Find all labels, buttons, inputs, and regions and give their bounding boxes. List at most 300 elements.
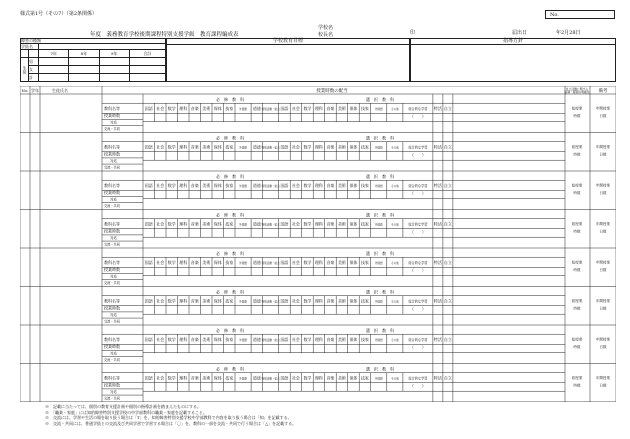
col-hours-header: 授業時数の配当 xyxy=(316,89,348,94)
group-elective-label: 選 択 教 科 xyxy=(366,173,394,179)
subject-label: 外国語 xyxy=(239,146,247,150)
total-hours-label: 総授業 xyxy=(571,375,583,380)
subject-label: 国語 xyxy=(144,260,153,266)
principal-name-label: 校長名 xyxy=(318,32,334,38)
total-hours-label: 総授業 xyxy=(571,221,583,226)
subject-label: その他 xyxy=(390,146,399,150)
subject-label: 技家 xyxy=(225,144,234,150)
subject-label: 保体 xyxy=(349,183,358,189)
trailing-label: 特活 xyxy=(433,260,442,266)
subject-label: 特別活動・総合 xyxy=(261,223,280,227)
subject-label: 理科 xyxy=(314,375,323,381)
group-elective-label: 選 択 教 科 xyxy=(366,289,394,295)
trailing-label: 特活 xyxy=(433,298,442,304)
total-hours-label-2: 時数 xyxy=(573,383,581,388)
subject-label: 技家 xyxy=(360,183,369,189)
row-label-subjects: 教科名等 xyxy=(104,375,120,381)
subject-label: 数学 xyxy=(303,337,312,343)
row-label-subjects: 教科名等 xyxy=(104,298,120,304)
trailing-label: 総合的な学習 xyxy=(408,338,428,343)
total-hours-label-2: 時数 xyxy=(573,345,581,350)
subject-label: 音楽 xyxy=(190,337,199,343)
subject-label: 理科 xyxy=(314,183,323,189)
total-hours-label: 総授業 xyxy=(571,260,583,265)
subject-label: 技家 xyxy=(360,260,369,266)
subject-label: 理科 xyxy=(314,298,323,304)
subject-label: その他 xyxy=(390,108,399,112)
subject-label: 美術 xyxy=(337,183,346,189)
row-label-exchange: 交流・共同 xyxy=(104,165,120,170)
annual-days-label-2: 日数 xyxy=(599,306,607,311)
trailing-label: 自立 xyxy=(443,298,452,304)
subject-label: 道徳 xyxy=(252,106,261,112)
subject-label: 外国語 xyxy=(239,223,247,227)
number-box[interactable] xyxy=(545,10,615,19)
total-hours-label: 総授業 xyxy=(571,106,583,111)
group-required-label: 必 修 教 科 xyxy=(216,135,244,141)
subject-label: 理科 xyxy=(314,260,323,266)
group-required-label: 必 修 教 科 xyxy=(216,96,244,102)
subject-label: 社会 xyxy=(156,375,165,381)
subject-label: 特別活動・総合 xyxy=(261,185,280,189)
total-hours-label-2: 時数 xyxy=(573,306,581,311)
subject-label: 保体 xyxy=(349,375,358,381)
subject-label: 社会 xyxy=(291,298,300,304)
trailing-label: 特活 xyxy=(433,183,442,189)
annual-days-label-2: 日数 xyxy=(599,268,607,273)
trailing-label: 自立 xyxy=(443,183,452,189)
curriculum-table xyxy=(20,86,616,402)
row-label-exchange: 交流・共同 xyxy=(104,358,120,363)
subject-label: 特別活動・総合 xyxy=(261,339,280,343)
trailing-label: 自立 xyxy=(443,106,452,112)
subject-label: 技家 xyxy=(360,298,369,304)
annual-days-label: 年間授業 xyxy=(596,375,610,380)
row-label-hours: 授業時数 xyxy=(104,190,120,196)
female-label: 女 xyxy=(29,66,39,74)
trailing-label: 総合的な学習 xyxy=(408,261,428,266)
trailing-label: 特活 xyxy=(433,337,442,343)
group-elective-label: 選 択 教 科 xyxy=(366,366,394,372)
note-2: ※ 「職業・家庭」には知的障害特別支援学校の中学部教科の職業・家庭を記載すること。 xyxy=(45,409,207,415)
subject-label: 外国語 xyxy=(374,185,383,189)
subject-label: その他 xyxy=(390,377,399,381)
subject-label: 外国語 xyxy=(374,339,383,343)
annual-days-label-2: 日数 xyxy=(599,114,607,119)
subject-label: 音楽 xyxy=(190,221,199,227)
subject-label: その他 xyxy=(390,262,399,266)
row-label-hours: 授業時数 xyxy=(104,113,120,119)
subject-label: 理科 xyxy=(179,106,188,112)
student-label: 生徒 xyxy=(21,58,29,82)
subject-label: 音楽 xyxy=(326,337,335,343)
subject-label: 理科 xyxy=(179,260,188,266)
subject-label: 道徳 xyxy=(252,221,261,227)
trailing-label: 特活 xyxy=(433,144,442,150)
date-label: 年2月28日 xyxy=(556,30,581,36)
subject-label: 理科 xyxy=(179,337,188,343)
group-required-label: 必 修 教 科 xyxy=(216,366,244,372)
row-label-exchange: 交流・共同 xyxy=(104,242,120,247)
subject-label: 音楽 xyxy=(190,144,199,150)
subject-label: 数学 xyxy=(303,375,312,381)
subject-label: 理科 xyxy=(314,144,323,150)
subject-label: 外国語 xyxy=(374,262,383,266)
annual-days-label: 年間授業 xyxy=(596,183,610,188)
paren-label: （ ） xyxy=(409,113,426,119)
subject-label: 理科 xyxy=(314,221,323,227)
subject-label: 保体 xyxy=(349,106,358,112)
subject-label: 特別活動・総合 xyxy=(261,108,280,112)
subject-label: 社会 xyxy=(291,260,300,266)
subject-label: 特別活動・総合 xyxy=(261,300,280,304)
group-elective-label: 選 択 教 科 xyxy=(366,250,394,256)
col-note-header-2: 指導・時間の明確化 xyxy=(564,90,590,94)
group-required-label: 必 修 教 科 xyxy=(216,212,244,218)
subject-label: 数学 xyxy=(303,221,312,227)
subject-label: 保体 xyxy=(349,221,358,227)
trailing-label: 総合的な学習 xyxy=(408,107,428,112)
subject-label: 音楽 xyxy=(190,106,199,112)
annual-days-label: 年間授業 xyxy=(596,106,610,111)
row-label-hours: 授業時数 xyxy=(104,344,120,350)
subject-label: 理科 xyxy=(314,337,323,343)
subject-label: 社会 xyxy=(291,106,300,112)
group-elective-label: 選 択 教 科 xyxy=(366,96,394,102)
subject-label: 音楽 xyxy=(190,375,199,381)
subject-label: その他 xyxy=(390,223,399,227)
subject-label: 外国語 xyxy=(374,108,383,112)
paren-label: （ ） xyxy=(409,306,426,312)
subject-label: 数学 xyxy=(167,106,176,112)
subject-label: 技家 xyxy=(360,337,369,343)
subject-label: 特別活動・総合 xyxy=(261,146,280,150)
subject-label: 保体 xyxy=(213,221,222,227)
subject-label: 音楽 xyxy=(326,183,335,189)
policy-title: 指導方針 xyxy=(411,39,615,45)
row-label-hours: 授業時数 xyxy=(104,151,120,157)
subject-label: 社会 xyxy=(156,144,165,150)
subject-label: 技家 xyxy=(225,106,234,112)
subject-label: 社会 xyxy=(156,221,165,227)
row-label-subjects: 教科名等 xyxy=(104,183,120,189)
annual-days-label-2: 日数 xyxy=(599,191,607,196)
row-label-exchange: 交流・共同 xyxy=(104,204,120,209)
subject-label: 保体 xyxy=(213,106,222,112)
grade-7-header: 7年 xyxy=(39,50,69,58)
subject-label: 技家 xyxy=(360,106,369,112)
subject-label: 音楽 xyxy=(190,260,199,266)
subject-label: 社会 xyxy=(156,298,165,304)
subject-label: 美術 xyxy=(202,260,211,266)
annual-days-label: 年間授業 xyxy=(596,337,610,342)
subject-label: 道徳 xyxy=(252,375,261,381)
row-label-hours: 授業時数 xyxy=(104,305,120,311)
subject-label: 数学 xyxy=(167,337,176,343)
policy-box[interactable] xyxy=(410,38,616,82)
subject-label: 国語 xyxy=(280,221,289,227)
subject-label: 美術 xyxy=(202,144,211,150)
subject-label: 道徳 xyxy=(252,337,261,343)
class-summary-table xyxy=(20,38,166,82)
subject-label: 理科 xyxy=(179,375,188,381)
paren-label: （ ） xyxy=(409,267,426,273)
trailing-label: 特活 xyxy=(433,106,442,112)
group-elective-label: 選 択 教 科 xyxy=(366,212,394,218)
subject-label: 美術 xyxy=(202,375,211,381)
subject-label: 保体 xyxy=(349,337,358,343)
total-hours-label: 総授業 xyxy=(571,337,583,342)
annual-days-label-2: 日数 xyxy=(599,383,607,388)
subject-label: 技家 xyxy=(360,144,369,150)
trailing-label: 総合的な学習 xyxy=(408,376,428,381)
subject-label: 国語 xyxy=(144,337,153,343)
subject-label: 技家 xyxy=(225,221,234,227)
subject-label: 国語 xyxy=(280,375,289,381)
subject-label: 技家 xyxy=(225,183,234,189)
subject-label: 数学 xyxy=(303,183,312,189)
paren-label: （ ） xyxy=(409,344,426,350)
subject-label: 国語 xyxy=(144,298,153,304)
group-elective-label: 選 択 教 科 xyxy=(366,327,394,333)
total-hours-label-2: 時数 xyxy=(573,268,581,273)
row-label-exchange: 交流・共同 xyxy=(104,396,120,401)
row-label-subjects: 教科名等 xyxy=(104,106,120,112)
row-label-hours: 授業時数 xyxy=(104,382,120,388)
row-label-response: 対応 xyxy=(110,274,117,279)
subject-label: 保体 xyxy=(213,298,222,304)
trailing-label: 総合的な学習 xyxy=(408,299,428,304)
grade-8-header: 8年 xyxy=(69,50,99,58)
group-required-label: 必 修 教 科 xyxy=(216,173,244,179)
subject-label: 技家 xyxy=(360,375,369,381)
col-name-header: 生徒氏名 xyxy=(52,88,68,93)
subject-label: 道徳 xyxy=(252,260,261,266)
row-label-exchange: 交流・共同 xyxy=(104,319,120,324)
subject-label: 保体 xyxy=(349,298,358,304)
subject-label: 美術 xyxy=(202,183,211,189)
subject-label: 保体 xyxy=(213,144,222,150)
subject-label: 保体 xyxy=(349,144,358,150)
trailing-label: 自立 xyxy=(443,337,452,343)
total-hours-label: 総授業 xyxy=(571,183,583,188)
row-label-response: 対応 xyxy=(110,120,117,125)
subject-label: 保体 xyxy=(213,375,222,381)
subject-label: 美術 xyxy=(202,337,211,343)
subject-label: 音楽 xyxy=(190,298,199,304)
subject-label: 国語 xyxy=(144,144,153,150)
subject-label: 音楽 xyxy=(326,260,335,266)
subject-label: 数学 xyxy=(167,375,176,381)
subject-label: 社会 xyxy=(291,337,300,343)
subject-label: その他 xyxy=(390,300,399,304)
total-hours-label-2: 時数 xyxy=(573,114,581,119)
subject-label: 音楽 xyxy=(326,221,335,227)
subject-label: 理科 xyxy=(179,183,188,189)
grade-9-header: 9年 xyxy=(99,50,129,58)
note-3: ※ 交流には、学習や生活の場を取り扱う場合は「T」を、知的障害特別支援学校中学部教科で内容を取り扱う場合は「知」を記載する。 xyxy=(45,415,292,420)
trailing-label: 自立 xyxy=(443,375,452,381)
subject-label: 社会 xyxy=(156,337,165,343)
total-header: 合計 xyxy=(129,50,165,58)
row-label-response: 対応 xyxy=(110,313,117,318)
subject-label: 社会 xyxy=(156,260,165,266)
col-no-header: No. xyxy=(21,88,29,93)
paren-label: （ ） xyxy=(409,229,426,235)
annual-days-label-2: 日数 xyxy=(599,345,607,350)
seal-label: 印 xyxy=(410,30,416,36)
subject-label: 数学 xyxy=(303,106,312,112)
col-remarks-header: 備考 xyxy=(598,89,608,94)
subject-label: 社会 xyxy=(156,106,165,112)
subject-label: 国語 xyxy=(280,260,289,266)
row-label-response: 対応 xyxy=(110,236,117,241)
paren-label: （ ） xyxy=(409,152,426,158)
trailing-label: 総合的な学習 xyxy=(408,145,428,150)
row-label-response: 対応 xyxy=(110,351,117,356)
subject-label: 外国語 xyxy=(239,185,247,189)
row-label-subjects: 教科名等 xyxy=(104,221,120,227)
class-type-label: 障害の種類 xyxy=(21,39,166,44)
received-label: 届出日 xyxy=(512,30,528,36)
subject-label: 国語 xyxy=(144,106,153,112)
subject-label: 理科 xyxy=(179,221,188,227)
subject-label: 音楽 xyxy=(326,298,335,304)
subject-label: その他 xyxy=(390,185,399,189)
row-label-response: 対応 xyxy=(110,159,117,164)
annual-days-label: 年間授業 xyxy=(596,298,610,303)
subject-label: 国語 xyxy=(280,183,289,189)
row-label-exchange: 交流・共同 xyxy=(104,281,120,286)
subject-label: 社会 xyxy=(291,221,300,227)
subject-label: 外国語 xyxy=(239,377,247,381)
subject-label: 美術 xyxy=(337,144,346,150)
subject-label: 保体 xyxy=(213,183,222,189)
subject-label: 外国語 xyxy=(374,300,383,304)
col-note-header: 自立活動に関する xyxy=(565,87,589,91)
annual-days-label: 年間授業 xyxy=(596,221,610,226)
subject-label: 美術 xyxy=(337,221,346,227)
subject-label: 音楽 xyxy=(190,183,199,189)
subject-label: 音楽 xyxy=(326,106,335,112)
trailing-label: 自立 xyxy=(443,221,452,227)
subject-label: 国語 xyxy=(280,144,289,150)
subject-label: 外国語 xyxy=(239,300,247,304)
total-hours-label-2: 時数 xyxy=(573,152,581,157)
row-label-hours: 授業時数 xyxy=(104,267,120,273)
group-required-label: 必 修 教 科 xyxy=(216,327,244,333)
subject-label: 技家 xyxy=(360,221,369,227)
subject-label: 数学 xyxy=(303,144,312,150)
subject-label: 国語 xyxy=(280,106,289,112)
subject-label: 技家 xyxy=(225,337,234,343)
subject-label: 外国語 xyxy=(239,262,247,266)
subject-label: 数学 xyxy=(303,260,312,266)
subject-label: 国語 xyxy=(144,221,153,227)
subject-label: 数学 xyxy=(167,260,176,266)
school-goal-title: 学校教育目標 xyxy=(167,39,409,45)
subject-label: 技家 xyxy=(225,375,234,381)
subject-label: 美術 xyxy=(337,298,346,304)
subject-label: 数学 xyxy=(167,221,176,227)
subject-label: 美術 xyxy=(337,337,346,343)
subject-label: 技家 xyxy=(225,260,234,266)
subject-label: 特別活動・総合 xyxy=(261,377,280,381)
trailing-label: 総合的な学習 xyxy=(408,184,428,189)
total-hours-label-2: 時数 xyxy=(573,191,581,196)
school-goal-box[interactable] xyxy=(166,38,410,82)
row-label-exchange: 交流・共同 xyxy=(104,127,120,132)
school-name-label: 学校名 xyxy=(318,25,334,31)
subject-label: 美術 xyxy=(202,298,211,304)
subject-label: 美術 xyxy=(337,375,346,381)
subject-label: 技家 xyxy=(225,298,234,304)
row-label-subjects: 教科名等 xyxy=(104,260,120,266)
subject-label: 理科 xyxy=(179,144,188,150)
subject-label: 外国語 xyxy=(239,108,247,112)
subject-label: 国語 xyxy=(280,298,289,304)
subject-label: 道徳 xyxy=(252,298,261,304)
subject-label: 国語 xyxy=(144,183,153,189)
annual-days-label: 年間授業 xyxy=(596,144,610,149)
class-count-label: 学級名 xyxy=(21,44,39,50)
total-hours-label: 総授業 xyxy=(571,144,583,149)
trailing-label: 特活 xyxy=(433,221,442,227)
subject-label: 数学 xyxy=(167,144,176,150)
annual-days-label-2: 日数 xyxy=(599,229,607,234)
subject-label: 社会 xyxy=(156,183,165,189)
subject-label: その他 xyxy=(390,339,399,343)
note-4: ※ 交流・共同には、普通学級との交流及び共同学習で学習する場合は「〇」を、教科の一部を交流・共同で行う場合は「△」を記載する。 xyxy=(45,420,297,426)
group-elective-label: 選 択 教 科 xyxy=(366,135,394,141)
row-label-subjects: 教科名等 xyxy=(104,337,120,343)
subject-label: 保体 xyxy=(213,337,222,343)
subject-label: 数学 xyxy=(167,298,176,304)
annual-days-label-2: 日数 xyxy=(599,152,607,157)
group-required-label: 必 修 教 科 xyxy=(216,250,244,256)
subject-label: 理科 xyxy=(179,298,188,304)
subject-label: 美術 xyxy=(337,260,346,266)
paren-label: （ ） xyxy=(409,190,426,196)
male-label: 男 xyxy=(29,58,39,66)
form-number: 様式第1号（その7）（第2条関係） xyxy=(20,11,98,17)
subject-label: 数学 xyxy=(303,298,312,304)
trailing-label: 特活 xyxy=(433,375,442,381)
subject-label: 社会 xyxy=(291,183,300,189)
row-label-subjects: 教科名等 xyxy=(104,144,120,150)
trailing-label: 自立 xyxy=(443,260,452,266)
number-label: No. xyxy=(550,12,559,18)
subject-label: 特別活動・総合 xyxy=(261,262,280,266)
subject-label: 数学 xyxy=(167,183,176,189)
subject-label: 社会 xyxy=(291,144,300,150)
subject-label: 美術 xyxy=(202,106,211,112)
subject-label: 道徳 xyxy=(252,144,261,150)
subject-label: 保体 xyxy=(349,260,358,266)
subject-label: 理科 xyxy=(314,106,323,112)
subject-label: 道徳 xyxy=(252,183,261,189)
subject-label: 社会 xyxy=(291,375,300,381)
subject-label: 音楽 xyxy=(326,375,335,381)
total-hours-label-2: 時数 xyxy=(573,229,581,234)
subject-label: 外国語 xyxy=(374,146,383,150)
subject-label: 国語 xyxy=(280,337,289,343)
row-label-response: 対応 xyxy=(110,390,117,395)
subject-label: 外国語 xyxy=(239,339,247,343)
total-hours-label: 総授業 xyxy=(571,298,583,303)
trailing-label: 自立 xyxy=(443,144,452,150)
subject-label: 国語 xyxy=(144,375,153,381)
